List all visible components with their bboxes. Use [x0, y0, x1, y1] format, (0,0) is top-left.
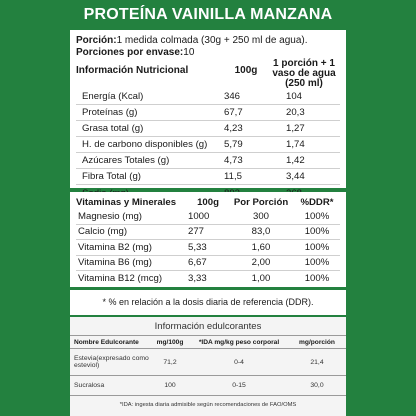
sweetener-row [70, 349, 346, 376]
servings-per-pack-value: 10 [183, 47, 195, 58]
nutrition-facts-panel [70, 30, 346, 188]
nutrient-value-100g: 346 [224, 91, 241, 102]
sweeteners-rows [70, 349, 346, 396]
product-title: PROTEÍNA VAINILLA MANZANA [83, 6, 333, 23]
vitamin-value-100g: 3,33 [188, 273, 207, 285]
nutrient-name: Grasa total (g) [82, 123, 144, 134]
nutrition-row [76, 105, 340, 121]
vitamins-header-portion: Por Porción [233, 196, 289, 208]
sweeteners-header [70, 335, 346, 349]
nutrient-name: H. de carbono disponibles (g) [82, 139, 208, 150]
vitamins-rows [76, 209, 340, 287]
vitamins-header-label: Vitaminas y Minerales [76, 196, 177, 208]
nutrient-value-portion: 1,74 [286, 139, 305, 150]
nutrient-value-portion: 20,3 [286, 107, 305, 118]
vitamins-panel [70, 192, 346, 287]
vitamin-row [76, 225, 340, 241]
vitamin-ddr: 100% [304, 273, 330, 285]
vitamin-ddr: 100% [304, 226, 330, 238]
servings-per-pack-label: Porciones por envase: [76, 47, 184, 58]
vitamins-header [76, 195, 340, 209]
nutrient-value-portion: 104 [286, 91, 303, 102]
serving-size-label: Porción: [76, 35, 117, 46]
nutrition-row [76, 153, 340, 169]
nutrient-value-100g: 4,73 [224, 155, 243, 166]
vitamin-row [76, 209, 340, 225]
vitamin-row [76, 271, 340, 287]
nutrient-name: Fibra Total (g) [82, 171, 142, 182]
nutrient-value-portion: 1,42 [286, 155, 305, 166]
vitamin-value-portion: 2,00 [251, 257, 271, 269]
ddr-footnote: * % en relación a la dosis diaria de referencia (DDR). [70, 290, 346, 315]
serving-size-line [76, 35, 340, 47]
vitamin-value-100g: 6,67 [188, 257, 207, 269]
vitamin-value-100g: 1000 [188, 210, 210, 222]
nutrition-header-label: Información Nutricional [76, 65, 189, 76]
nutrition-rows [76, 89, 340, 201]
sweetener-mg100g: 71,2 [163, 358, 177, 366]
vitamin-value-portion: 83,0 [251, 226, 271, 238]
vitamins-header-ddr: %DDR* [300, 196, 334, 208]
nutrient-name: Energía (Kcal) [82, 91, 144, 102]
nutrient-value-100g: 67,7 [224, 107, 243, 118]
sweeteners-title: Información edulcorantes [154, 321, 262, 332]
sweetener-mg100g: 100 [164, 382, 176, 389]
serving-size-value: 1 medida colmada (30g + 250 ml de agua). [116, 35, 308, 46]
sweetener-name: Estevia(expresado como esteviol) [74, 355, 149, 369]
sweeteners-footnote: *IDA: ingesta diaria admisible según recomendaciones de FAO/OMS [119, 402, 297, 408]
vitamin-name: Calcio (mg) [78, 226, 128, 238]
nutrition-row [76, 121, 340, 137]
nutrition-header [76, 59, 340, 89]
sweeteners-header-mg100g: mg/100g [156, 338, 184, 346]
nutrition-row [76, 137, 340, 153]
nutrition-row [76, 169, 340, 185]
nutrient-value-portion: 3,44 [286, 171, 305, 182]
nutrition-row [76, 89, 340, 105]
sweeteners-panel [70, 317, 346, 416]
sweeteners-header-ida: *IDA mg/kg peso corporal [198, 338, 280, 346]
sweetener-name: Sucralosa [74, 382, 105, 389]
vitamin-ddr: 100% [304, 257, 330, 269]
vitamin-name: Vitamina B12 (mcg) [78, 273, 163, 285]
vitamin-ddr: 100% [304, 210, 330, 222]
nutrient-name: Azúcares Totales (g) [82, 155, 170, 166]
sweetener-row [70, 376, 346, 396]
nutrient-value-100g: 5,79 [224, 139, 243, 150]
vitamin-value-portion: 1,60 [251, 241, 271, 253]
sweeteners-header-name: Nombre Edulcorante [74, 338, 139, 346]
nutrition-header-100g: 100g [234, 65, 258, 76]
sweeteners-header-mgportion: mg/porción [299, 338, 335, 346]
sweetener-ida: 0-4 [234, 358, 244, 366]
nutrient-value-portion: 1,27 [286, 123, 305, 134]
nutrient-name: Proteínas (g) [82, 107, 138, 118]
vitamin-value-portion: 300 [252, 210, 269, 222]
nutrition-header-portion: 1 porción + 1 vaso de agua (250 ml) [272, 58, 336, 89]
vitamin-row [76, 256, 340, 272]
vitamin-value-100g: 277 [188, 226, 205, 238]
vitamin-name: Vitamina B6 (mg) [78, 257, 152, 269]
sweetener-mgportion: 21,4 [310, 358, 324, 366]
sweetener-mgportion: 30,0 [310, 382, 324, 389]
sweetener-ida: 0-15 [232, 382, 246, 389]
nutrient-value-100g: 11,5 [224, 171, 242, 182]
vitamin-value-portion: 1,00 [251, 273, 271, 285]
vitamin-row [76, 240, 340, 256]
nutrient-value-100g: 4,23 [224, 123, 243, 134]
vitamins-header-100g: 100g [197, 196, 219, 208]
vitamin-ddr: 100% [304, 241, 330, 253]
vitamin-name: Magnesio (mg) [78, 210, 142, 222]
vitamin-value-100g: 5,33 [188, 241, 207, 253]
vitamin-name: Vitamina B2 (mg) [78, 241, 152, 253]
